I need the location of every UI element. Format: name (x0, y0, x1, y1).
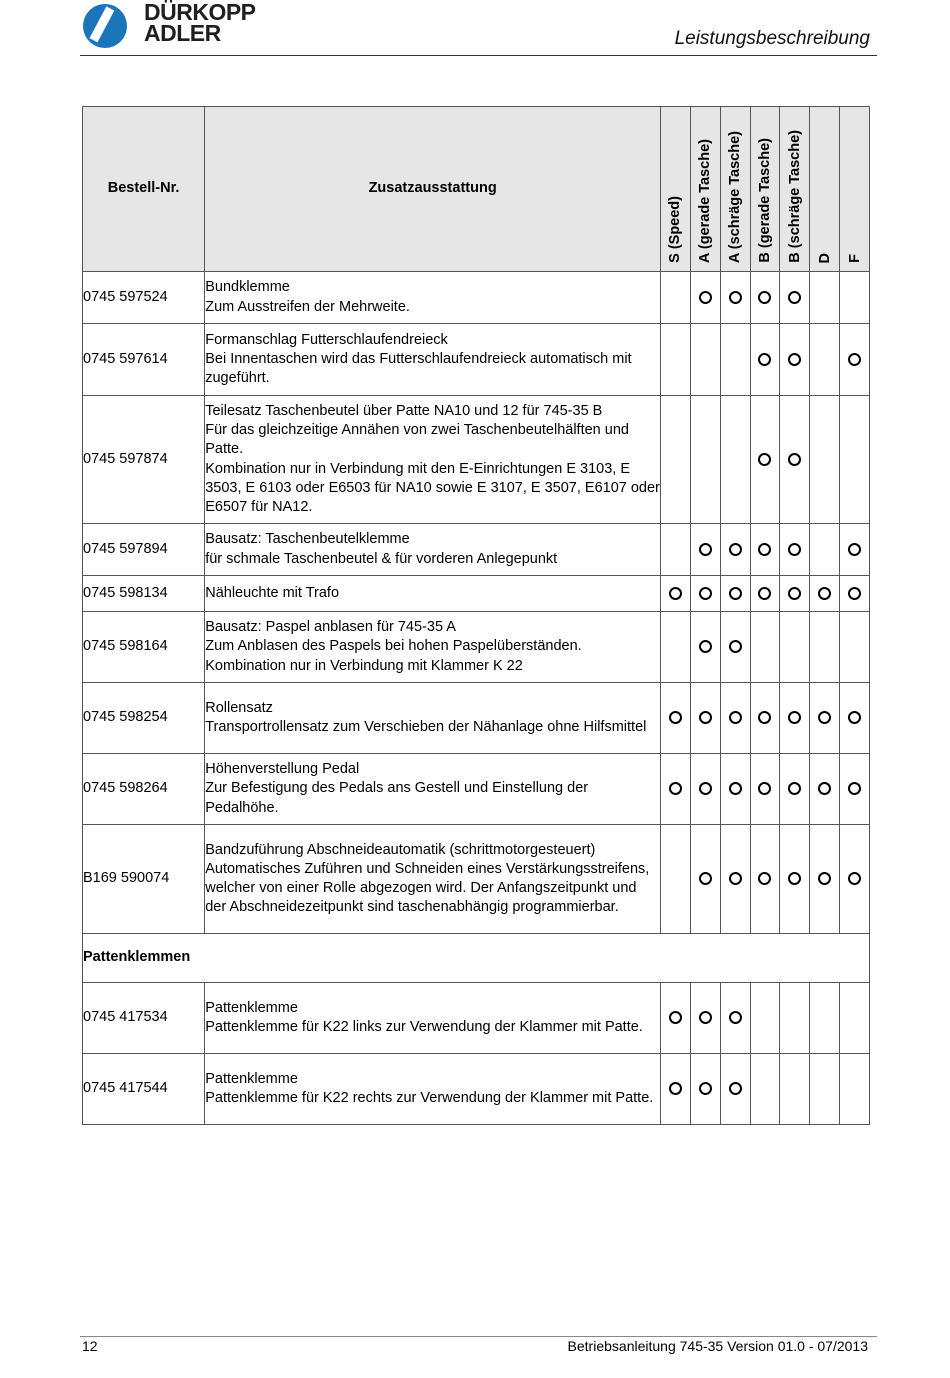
variant-label: A (schräge Tasche) (727, 130, 744, 263)
variant-cell (690, 612, 720, 683)
equipment-description (205, 612, 661, 683)
order-number: 0745 598134 (83, 576, 205, 612)
variant-cell (810, 612, 840, 683)
description-line: Nähleuchte mit Trafo (205, 584, 340, 601)
variant-cell (690, 683, 720, 754)
description-line: Pattenklemme (205, 999, 298, 1016)
circle-mark-icon (848, 872, 861, 885)
section-row (83, 934, 870, 983)
variant-cell (690, 576, 720, 612)
circle-mark-icon (699, 543, 712, 556)
table-row (83, 825, 870, 934)
table-row (83, 324, 870, 396)
circle-mark-icon (729, 1082, 742, 1095)
circle-mark-icon (729, 640, 742, 653)
variant-cell (840, 576, 870, 612)
variant-cell (810, 272, 840, 324)
variant-cell (840, 396, 870, 524)
equipment-table (82, 106, 870, 1125)
description-line: Bausatz: Taschenbeutelklemme (205, 531, 410, 548)
description-line: Bei Innentaschen wird das Futterschlaufendreieck automatisch mit zugeführt. (205, 350, 632, 387)
header-variant (810, 107, 840, 272)
variant-cell (750, 612, 780, 683)
variant-cell (780, 612, 810, 683)
circle-mark-icon (699, 640, 712, 653)
circle-mark-icon (669, 711, 682, 724)
header-variant (780, 107, 810, 272)
variant-cell (780, 983, 810, 1054)
circle-mark-icon (788, 543, 801, 556)
variant-label: B (gerade Tasche) (756, 138, 773, 263)
description-line: Automatisches Zuführen und Schneiden eines Verstärkungsstreifens, welcher von einer Rolle abgezogen wird. Der Anfangszeitpunkt und der Abschneidezeitpunkt sind taschenabhängig programmierbar. (205, 860, 650, 916)
variant-cell (720, 576, 750, 612)
circle-mark-icon (729, 543, 742, 556)
variant-cell (840, 324, 870, 396)
description-line: Bausatz: Paspel anblasen für 745-35 A (205, 619, 456, 636)
order-number: 0745 597874 (83, 396, 205, 524)
circle-mark-icon (669, 1082, 682, 1095)
document-reference: Betriebsanleitung 745-35 Version 01.0 - 07/2013 (567, 1338, 868, 1354)
variant-cell (840, 524, 870, 576)
circle-mark-icon (699, 291, 712, 304)
variant-cell (720, 524, 750, 576)
description-line: Pattenklemme (205, 1070, 298, 1087)
description-line: für schmale Taschenbeutel & für vorderen Anlegepunkt (205, 550, 558, 567)
variant-cell (661, 754, 691, 825)
circle-mark-icon (758, 353, 771, 366)
circle-mark-icon (818, 782, 831, 795)
variant-cell (661, 324, 691, 396)
variant-cell (720, 825, 750, 934)
brand-line-1: DÜRKOPP (144, 0, 256, 25)
description-line: Höhenverstellung Pedal (205, 761, 360, 778)
circle-mark-icon (788, 353, 801, 366)
variant-cell (661, 612, 691, 683)
table-row (83, 396, 870, 524)
circle-mark-icon (848, 353, 861, 366)
variant-cell (750, 983, 780, 1054)
description-line: Zum Ausstreifen der Mehrweite. (205, 298, 410, 315)
order-number: 0745 597894 (83, 524, 205, 576)
variant-cell (750, 683, 780, 754)
table-row (83, 524, 870, 576)
variant-cell (810, 683, 840, 754)
footer-divider (80, 1336, 877, 1337)
variant-cell (780, 272, 810, 324)
circle-mark-icon (848, 587, 861, 600)
variant-cell (780, 524, 810, 576)
variant-cell (840, 983, 870, 1054)
variant-label: A (gerade Tasche) (697, 138, 714, 263)
circle-mark-icon (758, 711, 771, 724)
circle-mark-icon (788, 453, 801, 466)
table-row (83, 272, 870, 324)
circle-mark-icon (729, 587, 742, 600)
variant-cell (720, 683, 750, 754)
equipment-description (205, 396, 661, 524)
circle-mark-icon (669, 587, 682, 600)
variant-cell (780, 1054, 810, 1125)
variant-label: S (Speed) (667, 196, 684, 263)
circle-mark-icon (699, 711, 712, 724)
description-line: Bundklemme (205, 279, 290, 296)
order-number: 0745 417544 (83, 1054, 205, 1125)
variant-label: D (816, 252, 833, 263)
variant-cell (690, 524, 720, 576)
circle-mark-icon (848, 711, 861, 724)
variant-cell (750, 324, 780, 396)
equipment-description (205, 983, 661, 1054)
variant-cell (720, 983, 750, 1054)
variant-cell (661, 272, 691, 324)
variant-cell (661, 524, 691, 576)
variant-cell (661, 576, 691, 612)
variant-cell (661, 683, 691, 754)
order-number: 0745 597614 (83, 324, 205, 396)
table-body (83, 272, 870, 1125)
circle-mark-icon (699, 872, 712, 885)
description-line: Formanschlag Futterschlaufendreieck (205, 331, 448, 348)
order-number: 0745 598254 (83, 683, 205, 754)
variant-cell (840, 272, 870, 324)
variant-cell (840, 754, 870, 825)
variant-cell (690, 1054, 720, 1125)
header-variant (720, 107, 750, 272)
section-title: Leistungsbeschreibung (674, 28, 870, 49)
variant-label: F (846, 254, 863, 263)
variant-cell (720, 396, 750, 524)
variant-cell (810, 1054, 840, 1125)
variant-cell (720, 1054, 750, 1125)
variant-cell (661, 396, 691, 524)
header-variant (690, 107, 720, 272)
header-order-number: Bestell-Nr. (83, 107, 205, 272)
variant-cell (690, 983, 720, 1054)
header-variant (661, 107, 691, 272)
description-line: Teilesatz Taschenbeutel über Patte NA10 und 12 für 745-35 B (205, 402, 603, 419)
table-row (83, 1054, 870, 1125)
variant-cell (690, 396, 720, 524)
variant-cell (720, 272, 750, 324)
variant-cell (750, 396, 780, 524)
equipment-description (205, 272, 661, 324)
description-line: Kombination nur in Verbindung mit Klammer K 22 (205, 657, 523, 674)
page-number: 12 (82, 1338, 98, 1354)
variant-cell (810, 396, 840, 524)
circle-mark-icon (848, 543, 861, 556)
variant-cell (750, 272, 780, 324)
circle-mark-icon (699, 782, 712, 795)
variant-cell (661, 1054, 691, 1125)
variant-cell (780, 324, 810, 396)
description-line: Kombination nur in Verbindung mit den E-Einrichtungen E 3103, E 3503, E 6103 oder E6503 für NA10 sowie E 3107, E 3507, E6107 oder E6507 für NA12. (205, 460, 660, 515)
equipment-description (205, 754, 661, 825)
circle-mark-icon (729, 872, 742, 885)
description-line: Pattenklemme für K22 rechts zur Verwendung der Klammer mit Patte. (205, 1090, 654, 1106)
variant-cell (720, 324, 750, 396)
variant-cell (810, 983, 840, 1054)
variant-cell (810, 754, 840, 825)
section-heading: Pattenklemmen (83, 934, 870, 983)
table-row (83, 576, 870, 612)
circle-mark-icon (818, 711, 831, 724)
variant-cell (810, 524, 840, 576)
variant-cell (780, 825, 810, 934)
circle-mark-icon (729, 782, 742, 795)
order-number: 0745 597524 (83, 272, 205, 324)
variant-cell (750, 524, 780, 576)
order-number: 0745 417534 (83, 983, 205, 1054)
equipment-description (205, 683, 661, 754)
description-line: Bandzuführung Abschneideautomatik (schrittmotorgesteuert) (205, 841, 596, 858)
circle-mark-icon (788, 587, 801, 600)
description-line: Transportrollensatz zum Verschieben der Nähanlage ohne Hilfsmittel (205, 719, 647, 735)
variant-cell (690, 825, 720, 934)
header-variant (840, 107, 870, 272)
variant-cell (750, 1054, 780, 1125)
description-line: Zum Anblasen des Paspels bei hohen Paspelüberständen. (205, 638, 582, 655)
variant-cell (690, 272, 720, 324)
circle-mark-icon (818, 587, 831, 600)
variant-cell (750, 576, 780, 612)
description-line: Für das gleichzeitige Annähen von zwei Taschenbeutelhälften und Patte. (205, 422, 629, 458)
circle-mark-icon (788, 782, 801, 795)
circle-mark-icon (729, 711, 742, 724)
variant-cell (661, 825, 691, 934)
header-variant (750, 107, 780, 272)
equipment-description (205, 576, 661, 612)
circle-mark-icon (729, 291, 742, 304)
order-number: B169 590074 (83, 825, 205, 934)
circle-mark-icon (788, 291, 801, 304)
circle-mark-icon (758, 782, 771, 795)
table-header-row (83, 107, 870, 272)
variant-cell (840, 683, 870, 754)
order-number: 0745 598264 (83, 754, 205, 825)
circle-mark-icon (758, 543, 771, 556)
equipment-description (205, 1054, 661, 1125)
circle-mark-icon (758, 872, 771, 885)
variant-cell (840, 825, 870, 934)
variant-cell (750, 754, 780, 825)
variant-cell (690, 754, 720, 825)
description-line: Pattenklemme für K22 links zur Verwendung der Klammer mit Patte. (205, 1019, 643, 1035)
brand-name (144, 2, 256, 44)
variant-cell (780, 683, 810, 754)
variant-cell (690, 324, 720, 396)
circle-mark-icon (758, 587, 771, 600)
variant-cell (661, 983, 691, 1054)
circle-mark-icon (699, 587, 712, 600)
variant-cell (720, 754, 750, 825)
circle-mark-icon (669, 1011, 682, 1024)
circle-mark-icon (818, 872, 831, 885)
variant-cell (780, 396, 810, 524)
variant-cell (810, 324, 840, 396)
header-equipment: Zusatzausstattung (205, 107, 661, 272)
equipment-description (205, 324, 661, 396)
equipment-description (205, 524, 661, 576)
equipment-description (205, 825, 661, 934)
table-row (83, 754, 870, 825)
circle-mark-icon (669, 782, 682, 795)
variant-cell (810, 576, 840, 612)
table-row (83, 612, 870, 683)
description-line: Rollensatz (205, 699, 273, 716)
table-row (83, 983, 870, 1054)
variant-cell (780, 576, 810, 612)
variant-label: B (schräge Tasche) (786, 130, 803, 263)
circle-mark-icon (758, 291, 771, 304)
circle-mark-icon (729, 1011, 742, 1024)
header-divider (80, 55, 877, 56)
variant-cell (780, 754, 810, 825)
variant-cell (750, 825, 780, 934)
circle-mark-icon (699, 1082, 712, 1095)
variant-cell (810, 825, 840, 934)
circle-mark-icon (848, 782, 861, 795)
variant-cell (840, 1054, 870, 1125)
circle-mark-icon (758, 453, 771, 466)
description-line: Zur Befestigung des Pedals ans Gestell und Einstellung der Pedalhöhe. (205, 780, 589, 816)
circle-mark-icon (788, 872, 801, 885)
variant-cell (720, 612, 750, 683)
circle-mark-icon (699, 1011, 712, 1024)
order-number: 0745 598164 (83, 612, 205, 683)
brand-line-2: ADLER (144, 20, 221, 46)
variant-cell (840, 612, 870, 683)
circle-mark-icon (788, 711, 801, 724)
table-row (83, 683, 870, 754)
